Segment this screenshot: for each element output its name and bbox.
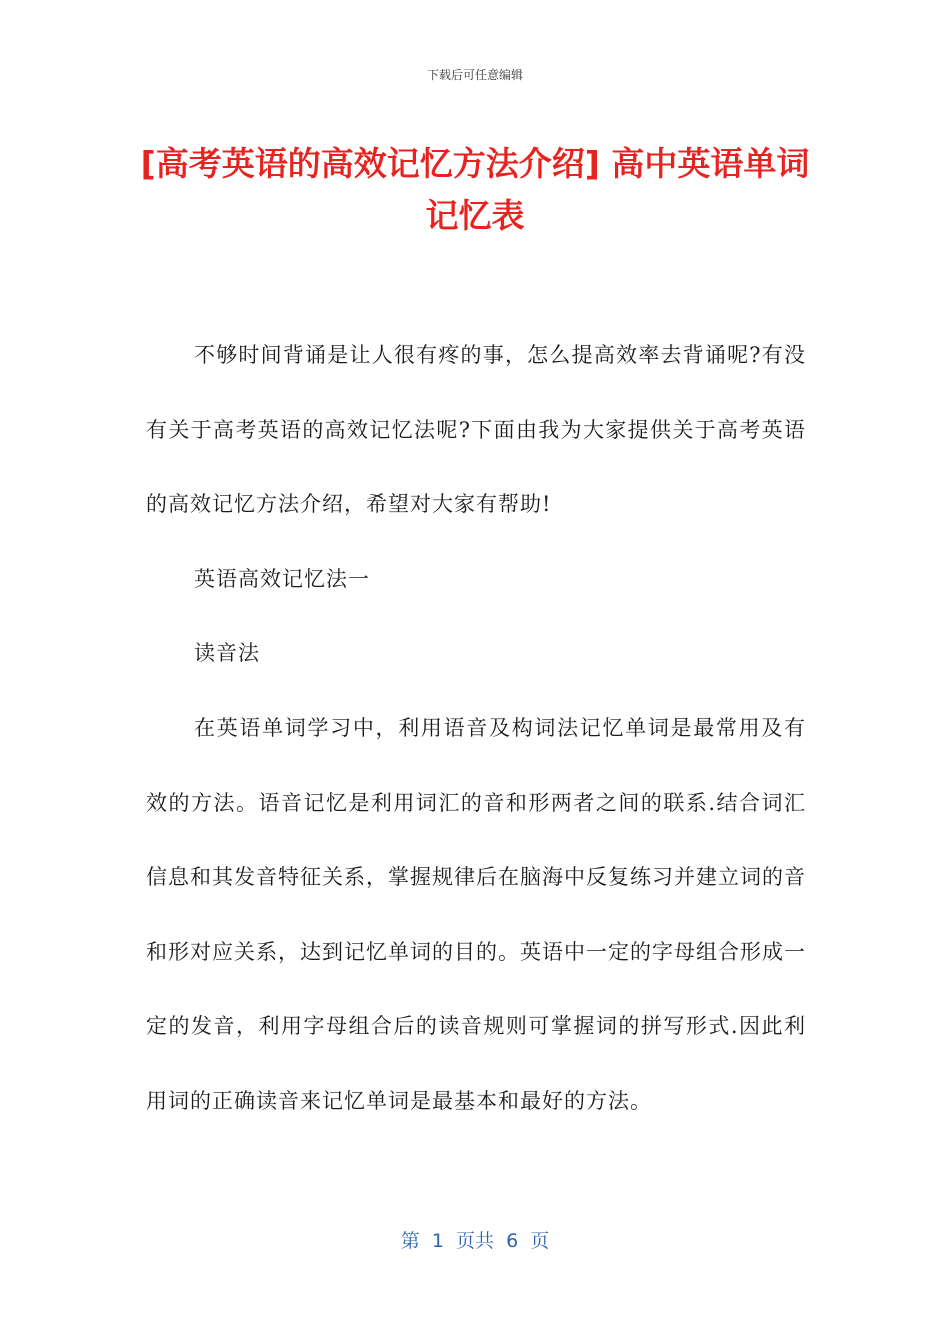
header-note: 下载后可任意编辑 [426,68,523,82]
paragraph-body: 在英语单词学习中，利用语音及构词法记忆单词是最常用及有效的方法。语音记忆是利用词汇的音和形两者之间的联系.结合词汇信息和其发音特征关系，掌握规律后在脑海中反复练习并建立词的音和形对应关系，达到记忆单词的目的。英语中一定的字母组合形成一定的发音，利用字母组合后的读音规则可掌握词的拼写形式.因此利用词的正确读音来记忆单词是最基本和最好的方法。 [146,715,806,1113]
paragraph-intro: 不够时间背诵是让人很有疼的事，怎么提高效率去背诵呢?有没有关于高考英语的高效记忆法呢?下面由我为大家提供关于高考英语的高效记忆方法介绍，希望对大家有帮助! [146,343,806,517]
document-body [146,318,806,1139]
page-number: 第 1 页共 6 页 [400,1230,550,1252]
section-heading: 英语高效记忆法一 [194,566,370,591]
document-title: [高考英语的高效记忆方法介绍] 高中英语单词记忆表 [140,144,810,235]
subsection-heading: 读音法 [194,641,260,666]
